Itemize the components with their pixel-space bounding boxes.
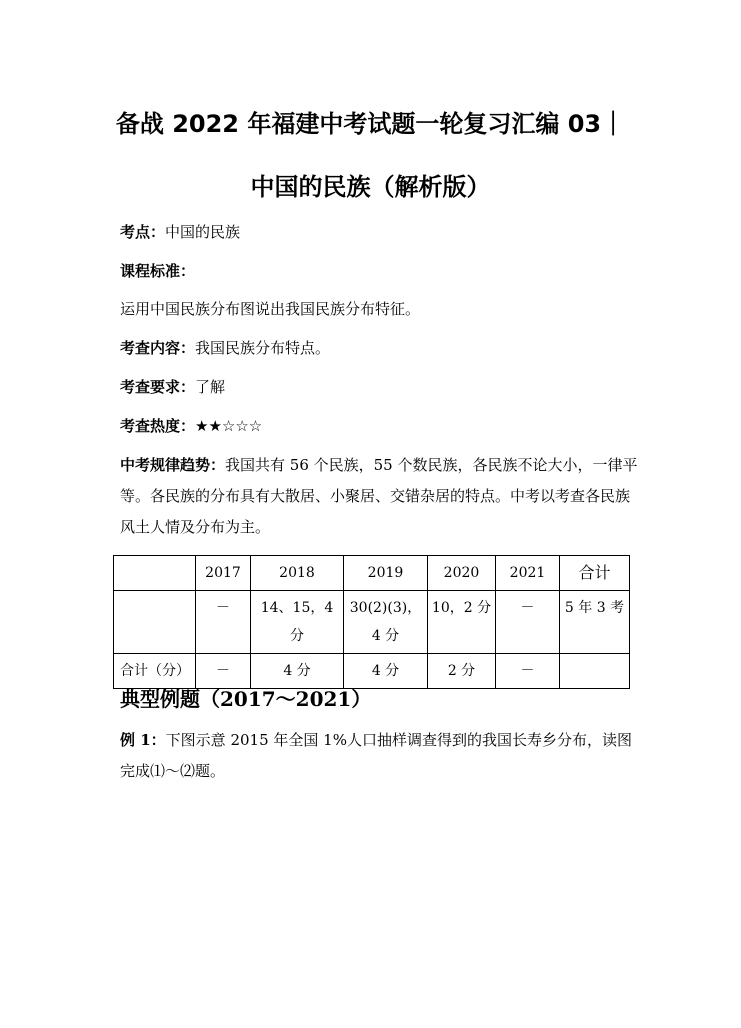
table-cell: 2 分	[428, 654, 496, 689]
table-cell: －	[196, 654, 251, 689]
neirong-value: 我国民族分布特点。	[195, 339, 331, 357]
example-paragraph	[120, 725, 640, 787]
table-cell: 10，2 分	[428, 591, 496, 654]
table-cell: 14、15，4 分	[251, 591, 344, 654]
yaoqiu-label: 考查要求：	[120, 378, 196, 396]
redu-line	[120, 415, 262, 436]
table-cell: 4 分	[251, 654, 344, 689]
redu-label: 考查热度：	[120, 417, 196, 435]
table-cell: 4 分	[344, 654, 428, 689]
table-cell: 合计	[560, 556, 630, 591]
table-cell	[114, 556, 196, 591]
table-cell: －	[496, 654, 560, 689]
yaoqiu-line	[120, 376, 225, 397]
kaodian-label: 考点：	[120, 223, 166, 241]
standard-text: 运用中国民族分布图说出我国民族分布特征。	[120, 300, 421, 318]
page-title-line2: 中国的民族（解析版）	[250, 173, 491, 201]
table-cell	[560, 654, 630, 689]
table-cell: 2018	[251, 556, 344, 591]
table-cell: 2021	[496, 556, 560, 591]
table-cell: －	[496, 591, 560, 654]
neirong-label: 考查内容：	[120, 339, 196, 357]
table-cell: 2019	[344, 556, 428, 591]
table-cell: 2017	[196, 556, 251, 591]
table-cell: 合计（分）	[114, 654, 196, 689]
kaodian-value: 中国的民族	[165, 223, 241, 241]
kecheng-line	[120, 260, 195, 281]
page-title-line1: 备战 2022 年福建中考试题一轮复习汇编 03｜	[115, 110, 626, 138]
kaodian-line	[120, 221, 240, 242]
yaoqiu-value: 了解	[195, 378, 226, 396]
redu-value: ★★☆☆☆	[195, 417, 263, 435]
neirong-line	[120, 337, 330, 358]
table-cell: 30(2)(3)，4 分	[344, 591, 428, 654]
example-text: 下图示意 2015 年全国 1%人口抽样调查得到的我国长寿乡分布，读图完成⑴～⑵题。	[120, 731, 632, 780]
table-cell: 5 年 3 考	[560, 591, 630, 654]
trend-paragraph	[120, 450, 640, 543]
trend-label: 中考规律趋势：	[120, 456, 226, 474]
example-label: 例 1：	[120, 731, 166, 749]
table-header-row	[114, 556, 630, 591]
trend-value: 我国共有 56 个民族，55 个数民族，各民族不论大小，一律平等。各民族的分布具有大散居、小聚居、交错杂居的特点。中考以考查各民族风土人情及分布为主。	[120, 456, 638, 536]
section-title: 典型例题（2017～2021）	[120, 687, 372, 711]
kecheng-label: 课程标准：	[120, 262, 196, 280]
table-cell: －	[196, 591, 251, 654]
table-cell: 2020	[428, 556, 496, 591]
score-table	[113, 555, 630, 689]
table-cell	[114, 591, 196, 654]
table-row	[114, 591, 630, 654]
